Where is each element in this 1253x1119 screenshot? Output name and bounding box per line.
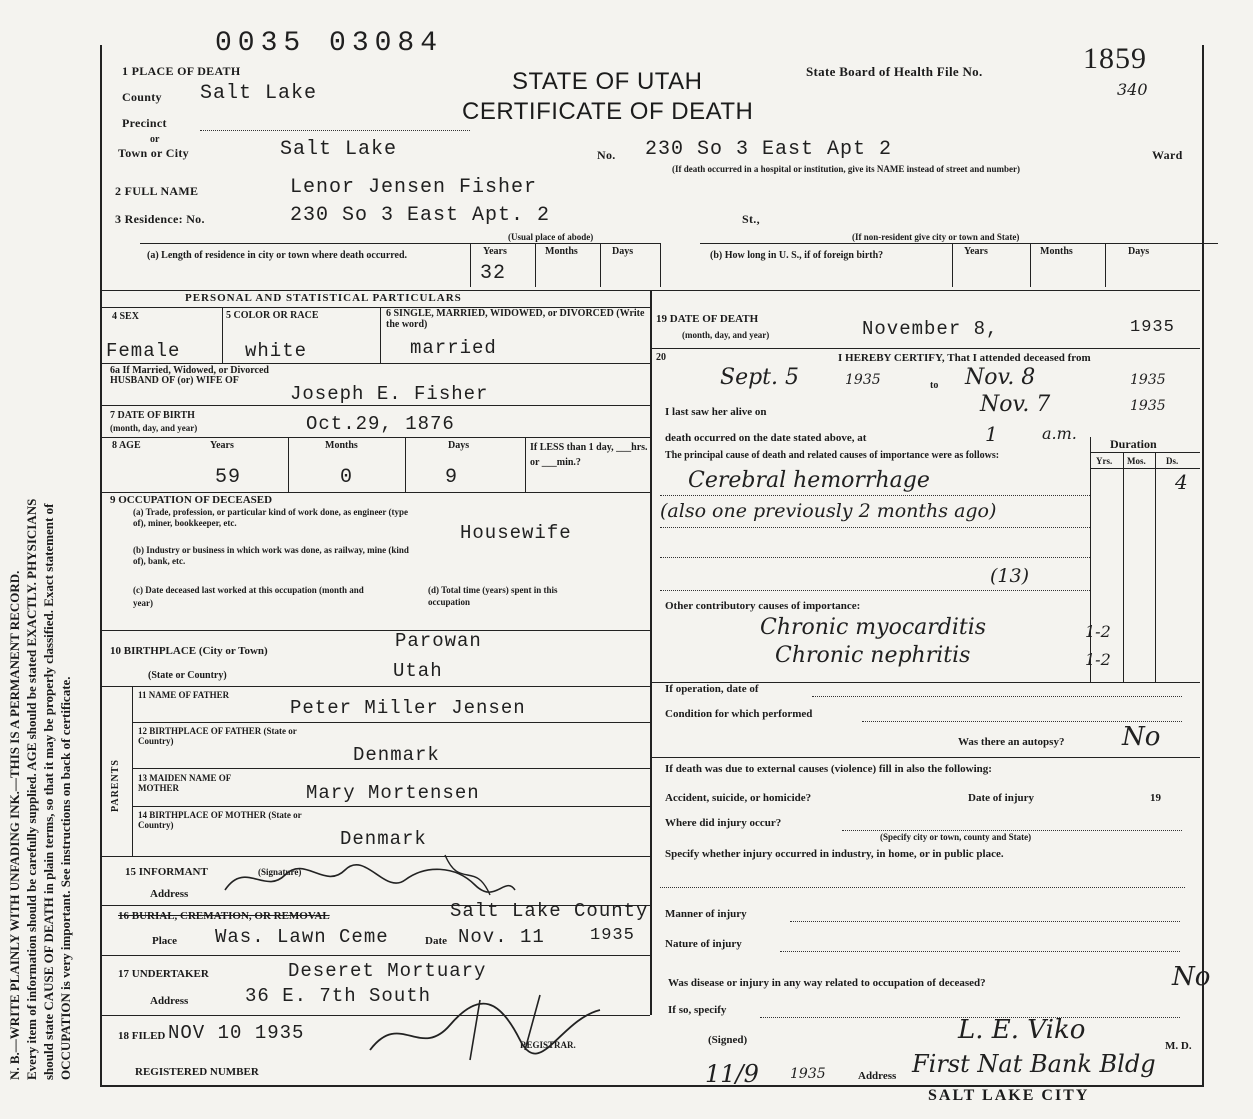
date-injury-year: 19	[1150, 792, 1161, 804]
burial-date-value: Nov. 11	[458, 926, 545, 948]
county-value: Salt Lake	[200, 82, 318, 105]
duration-ds-header: Ds.	[1166, 456, 1179, 466]
occupation-c-label: (c) Date deceased last worked at this occupation (month and year)	[133, 585, 364, 608]
other-cause-2: Chronic nephritis	[775, 643, 971, 668]
operation-label: If operation, date of	[665, 683, 759, 695]
section-1-label: 1 PLACE OF DEATH	[122, 64, 241, 78]
sidebar-line-2: Every item of information should be carefully supplied. AGE should be stated EXACTLY. PHYSICIANS	[24, 498, 39, 1080]
sidebar-line-4: OCCUPATION is very important. See instructions on back of certificate.	[58, 676, 73, 1080]
undertaker-value: Deseret Mortuary	[288, 960, 487, 982]
sidebar-line-3: should state CAUSE OF DEATH in plain terms, so that it may be properly classified. Exact statement of	[41, 503, 56, 1080]
condition-label: Condition for which performed	[665, 708, 813, 720]
occurred-label: death occurred on the date stated above, at	[665, 432, 867, 444]
birth-date-sub: (month, day, and year)	[110, 423, 198, 433]
informant-label: 15 INFORMANT	[125, 866, 208, 878]
less-than-label: If LESS than 1 day, ___hrs. or ___min.?	[530, 442, 648, 468]
undertaker-address-value: 36 E. 7th South	[245, 985, 432, 1007]
race-value: white	[245, 340, 308, 362]
informant-address-label: Address	[150, 888, 189, 900]
specify-city-note: (Specify city or town, county and State)	[880, 832, 1032, 842]
full-name-label: 2 FULL NAME	[115, 184, 199, 198]
other-cause-2-duration: 1-2	[1085, 650, 1111, 669]
file-sub-number: 340	[1117, 80, 1148, 99]
accident-label: Accident, suicide, or homicide?	[665, 792, 812, 804]
external-causes-label: If death was due to external causes (violence) fill in also the following:	[665, 763, 992, 775]
marital-label: 6 SINGLE, MARRIED, WIDOWED, or DIVORCED (Write the word)	[386, 308, 645, 330]
ward-label: Ward	[1152, 148, 1183, 162]
burial-date-label: Date	[425, 935, 447, 947]
duration-mos-header: Mos.	[1127, 456, 1146, 466]
father-birthplace-value: Denmark	[353, 744, 440, 766]
filed-label: 18 FILED	[118, 1030, 166, 1042]
other-cause-1-duration: 1-2	[1085, 622, 1111, 641]
foreign-birth-label: (b) How long in U. S., if of foreign birth?	[710, 250, 884, 261]
or-label: or	[150, 134, 160, 145]
age-months-value: 0	[340, 466, 354, 489]
last-saw-date: Nov. 7	[980, 392, 1051, 417]
residence-st: St.,	[742, 212, 760, 226]
autopsy-label: Was there an autopsy?	[958, 736, 1065, 748]
age-years-header: Years	[210, 440, 234, 451]
certificate-title: CERTIFICATE OF DEATH	[462, 98, 754, 125]
where-injury-label: Where did injury occur?	[665, 817, 782, 829]
md-label: M. D.	[1165, 1040, 1192, 1052]
burial-value: Salt Lake County	[450, 900, 649, 922]
death-ampm: a.m.	[1042, 424, 1077, 443]
race-label: 5 COLOR OR RACE	[226, 310, 319, 321]
manner-injury-label: Manner of injury	[665, 908, 747, 920]
file-no-label: State Board of Health File No.	[806, 64, 983, 79]
to-label: to	[930, 380, 939, 391]
marital-value: married	[410, 337, 497, 359]
certify-number: 20	[656, 352, 666, 363]
foreign-years-header: Years	[964, 246, 988, 257]
cause-1-duration: 4	[1175, 470, 1188, 494]
residence-value: 230 So 3 East Apt. 2	[290, 204, 551, 227]
spouse-label: 6a If Married, Widowed, or Divorced HUSBAND OF (or) WIFE OF	[110, 365, 269, 386]
sidebar-line-1: N. B.—WRITE PLAINLY WITH UNFADING INK.—THIS IS A PERMANENT RECORD.	[7, 570, 22, 1080]
months-header: Months	[545, 246, 578, 257]
occupation-value: Housewife	[460, 522, 572, 544]
mother-name-value: Mary Mortensen	[306, 782, 480, 804]
age-days-header: Days	[448, 440, 470, 451]
sign-year: 1935	[790, 1066, 826, 1082]
parents-label: PARENTS	[110, 759, 121, 812]
days-header: Days	[612, 246, 634, 257]
death-date-sub: (month, day, and year)	[682, 330, 770, 340]
usual-abode-note: (Usual place of abode)	[508, 232, 594, 242]
street-no-label: No.	[597, 148, 616, 162]
duration-header: Duration	[1110, 437, 1157, 451]
occupation-a-label: (a) Trade, profession, or particular kind of work done, as engineer (type of), miner, bookkeeper, etc.	[133, 507, 409, 528]
if-so-label: If so, specify	[668, 1004, 727, 1016]
undertaker-address-label: Address	[150, 995, 189, 1007]
burial-label: 16 BURIAL, CREMATION, OR REMOVAL	[118, 910, 330, 922]
full-name-value: Lenor Jensen Fisher	[290, 176, 538, 199]
death-date-value: November 8,	[862, 318, 999, 340]
duration-yrs-header: Yrs.	[1096, 456, 1113, 466]
years-header: Years	[483, 246, 507, 257]
death-hour: 1	[985, 422, 998, 446]
city-stamp: SALT LAKE CITY	[928, 1087, 1090, 1104]
town-value: Salt Lake	[280, 138, 398, 161]
death-year-value: 1935	[1130, 318, 1175, 337]
spouse-value: Joseph E. Fisher	[290, 383, 489, 405]
birthplace-state-value: Utah	[393, 660, 443, 682]
birthplace-city-value: Parowan	[395, 630, 482, 652]
cause-1: Cerebral hemorrhage	[688, 468, 930, 493]
last-saw-label: I last saw her alive on	[665, 406, 767, 418]
death-date-label: 19 DATE OF DEATH	[656, 313, 759, 325]
place-note: (If death occurred in a hospital or institution, give its NAME instead of street and number)	[672, 164, 1021, 174]
sex-value: Female	[106, 340, 181, 362]
registrar-signature	[360, 990, 620, 1070]
birth-date-value: Oct.29, 1876	[306, 413, 455, 435]
mother-birthplace-label: 14 BIRTHPLACE OF MOTHER (State or Country)	[138, 810, 302, 830]
father-birthplace-label: 12 BIRTHPLACE OF FATHER (State or Country)	[138, 726, 297, 746]
related-occupation-label: Was disease or injury in any way related to occupation of deceased?	[668, 977, 986, 989]
burial-place-label: Place	[152, 935, 178, 947]
town-label: Town or City	[118, 146, 189, 160]
occupation-d-label: (d) Total time (years) spent in this occupation	[428, 585, 558, 607]
foreign-days-header: Days	[1128, 246, 1150, 257]
registered-number-label: REGISTERED NUMBER	[135, 1066, 259, 1078]
burial-place-value: Was. Lawn Ceme	[215, 926, 389, 948]
nonresident-note: (If non-resident give city or town and State)	[852, 232, 1020, 242]
burial-year-value: 1935	[590, 926, 635, 945]
other-causes-label: Other contributory causes of importance:	[665, 600, 861, 612]
father-name-value: Peter Miller Jensen	[290, 697, 526, 719]
birthplace-label: 10 BIRTHPLACE (City or Town)	[110, 645, 268, 657]
informant-sig-label: (Signature)	[258, 867, 302, 877]
age-months-header: Months	[325, 440, 358, 451]
physician-signature: L. E. Viko	[958, 1015, 1086, 1045]
occupation-b-label: (b) Industry or business in which work was done, as railway, mine (kind of), bank, etc.	[133, 545, 409, 566]
attended-from: Sept. 5	[720, 365, 799, 390]
attended-from-year: 1935	[845, 372, 881, 388]
age-years-value: 59	[215, 466, 242, 489]
related-occupation-value: No	[1172, 962, 1211, 992]
birthplace-state-label: (State or Country)	[148, 670, 227, 681]
sign-date: 11/9	[705, 1060, 759, 1088]
date-injury-label: Date of injury	[968, 792, 1034, 804]
precinct-label: Precinct	[122, 116, 167, 130]
nature-injury-label: Nature of injury	[665, 938, 742, 950]
filed-value: NOV 10 1935	[168, 1022, 305, 1044]
autopsy-value: No	[1122, 722, 1161, 752]
street-no-value: 230 So 3 East Apt 2	[645, 138, 893, 161]
physician-address: First Nat Bank Bldg	[912, 1050, 1156, 1078]
sex-label: 4 SEX	[112, 311, 139, 322]
cause-2: (also one previously 2 months ago)	[660, 500, 997, 522]
county-label: County	[122, 90, 162, 104]
registrar-label: REGISTRAR.	[520, 1040, 576, 1050]
specify-whether-label: Specify whether injury occurred in industry, in home, or in public place.	[665, 848, 1004, 860]
signed-label: (Signed)	[708, 1034, 748, 1046]
last-saw-year: 1935	[1130, 398, 1166, 414]
mother-name-label: 13 MAIDEN NAME OF MOTHER	[138, 773, 231, 793]
address-label: Address	[858, 1070, 897, 1082]
age-label: 8 AGE	[112, 440, 141, 451]
document-number: 0035 03084	[215, 28, 444, 59]
principal-cause-label: The principal cause of death and related causes of importance were as follows:	[665, 450, 1000, 461]
personal-header: PERSONAL AND STATISTICAL PARTICULARS	[185, 292, 462, 304]
residence-label: 3 Residence: No.	[115, 212, 205, 226]
age-days-value: 9	[445, 466, 459, 489]
state-title: STATE OF UTAH	[512, 68, 703, 95]
undertaker-label: 17 UNDERTAKER	[118, 968, 209, 980]
father-name-label: 11 NAME OF FATHER	[138, 690, 230, 700]
other-cause-1: Chronic myocarditis	[760, 615, 987, 640]
birth-date-label: 7 DATE OF BIRTH	[110, 410, 195, 421]
file-number: 1859	[1083, 42, 1147, 75]
cause-code: (13)	[990, 565, 1030, 587]
length-residence-label: (a) Length of residence in city or town where death occurred.	[147, 250, 408, 261]
mother-birthplace-value: Denmark	[340, 828, 427, 850]
residence-years-value: 32	[480, 262, 507, 285]
occupation-label: 9 OCCUPATION OF DECEASED	[110, 494, 273, 506]
foreign-months-header: Months	[1040, 246, 1073, 257]
certify-label: I HEREBY CERTIFY, That I attended deceased from	[838, 352, 1091, 364]
attended-to-year: 1935	[1130, 372, 1166, 388]
attended-to: Nov. 8	[965, 365, 1036, 390]
informant-signature	[215, 850, 525, 905]
